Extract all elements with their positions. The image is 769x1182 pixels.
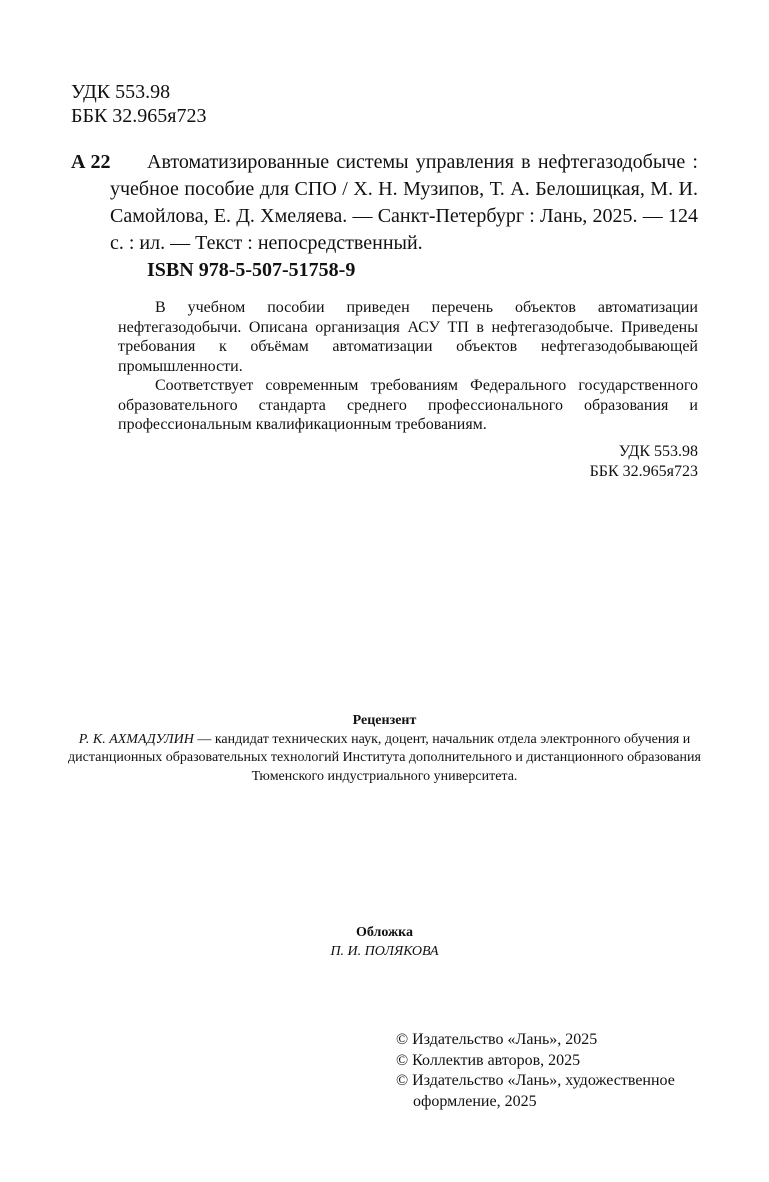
cover-section bbox=[220, 924, 549, 961]
cover-designer: П. И. ПОЛЯКОВА bbox=[330, 943, 439, 959]
reviewer-heading: Рецензент bbox=[352, 713, 417, 728]
bibliographic-record bbox=[110, 149, 698, 257]
bbk-code: ББК 32.965я723 bbox=[71, 105, 207, 127]
annotation-paragraph: Соответствует современным требованиям Федерального государственного образовательного стандарта среднего профессионального образования и профессиональным квалификационным требованиям. bbox=[118, 377, 698, 433]
copyright-line: © Издательство «Лань», художественное оформление, 2025 bbox=[396, 1072, 675, 1110]
classification-codes bbox=[71, 80, 207, 128]
reviewer-section bbox=[60, 712, 709, 786]
reviewer-text bbox=[60, 731, 709, 787]
udk-code: УДК 553.98 bbox=[71, 81, 171, 103]
cover-heading: Обложка bbox=[355, 925, 414, 940]
bbk-code-repeat: ББК 32.965я723 bbox=[589, 462, 698, 480]
isbn: ISBN 978-5-507-51758-9 bbox=[147, 259, 356, 281]
classification-codes-repeat bbox=[540, 442, 698, 481]
annotation-paragraph: В учебном пособии приведен перечень объектов автоматизации нефтегазодобычи. Описана организация АСУ ТП в нефтегазодобыче. Приведены требования к объёмам автоматизации объектов нефтегазодобывающей промышленности. bbox=[118, 299, 698, 375]
author-mark: А 22 bbox=[71, 151, 111, 173]
copyright-line: © Коллектив авторов, 2025 bbox=[396, 1051, 581, 1069]
reviewer-name: Р. К. АХМАДУЛИН bbox=[78, 731, 194, 747]
copyright-line: © Издательство «Лань», 2025 bbox=[396, 1031, 598, 1048]
reviewer-description: — кандидат технических наук, доцент, начальник отдела электронного обучения и дистанционных образовательных технологий Института дополнительного и дистанционного образования Тюменского индустриального университета. bbox=[68, 731, 701, 784]
udk-code-repeat: УДК 553.98 bbox=[618, 443, 698, 460]
copyright-section bbox=[396, 1030, 706, 1112]
bibliographic-record-text: Автоматизированные системы управления в нефтегазодобыче : учебное пособие для СПО / Х. Н. Музипов, Т. А. Белошицкая, М. И. Самойлова, Е. Д. Хмеляева. — Санкт-Петербург : Лань, 2025. — 124 с. : ил. — Текст : непосредственный. bbox=[110, 151, 698, 254]
annotation bbox=[118, 298, 698, 435]
